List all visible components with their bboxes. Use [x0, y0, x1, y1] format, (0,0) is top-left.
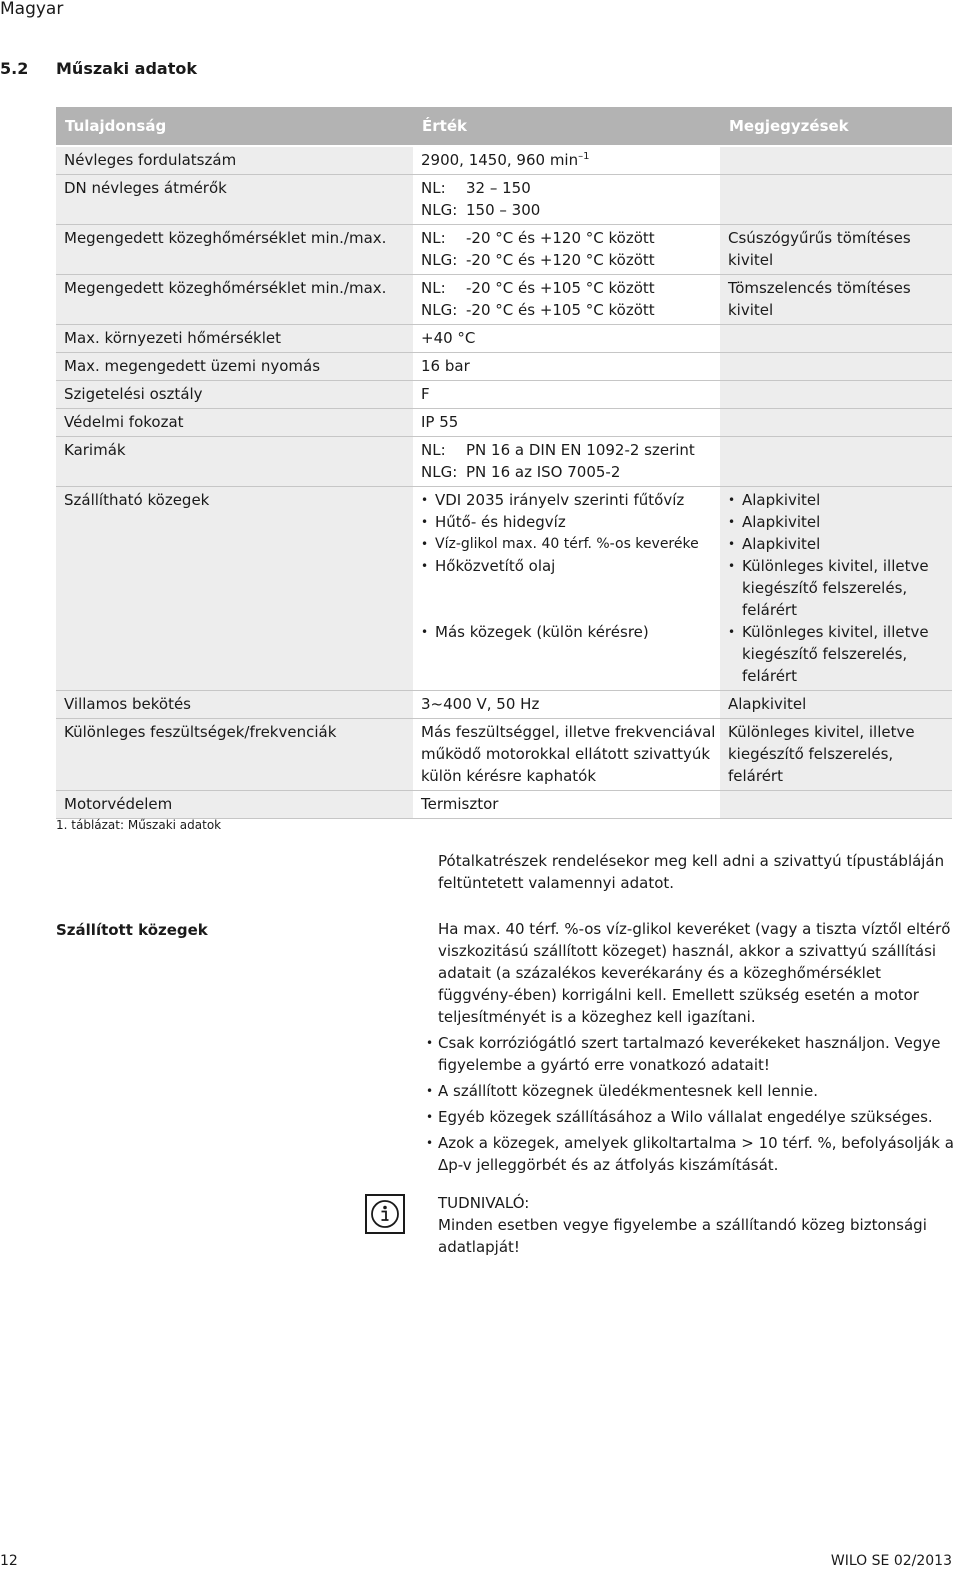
remark-item: • Alapkivitel [728, 489, 952, 511]
variant-label: NL: [421, 441, 446, 459]
value-cell [413, 437, 720, 486]
variant-value: PN 16 az ISO 7005-2 [466, 463, 621, 481]
property-cell: Szigetelési osztály [56, 381, 413, 408]
property-cell: Szállítható közegek [56, 487, 413, 690]
remark-item: • Különleges kivitel, illetve kiegészítő felszerelés, felárért [728, 555, 952, 621]
variant-label: NLG: [421, 301, 458, 319]
value-cell: 3~400 V, 50 Hz [413, 691, 720, 718]
property-cell: Névleges fordulatszám [56, 147, 413, 174]
value-cell: +40 °C [413, 325, 720, 352]
notice-title: TUDNIVALÓ: [438, 1194, 530, 1212]
variant-value: PN 16 a DIN EN 1092-2 szerint [466, 441, 695, 459]
delivered-media-list [438, 1032, 954, 1176]
column-header-property: Tulajdonság [65, 117, 167, 135]
variant-label: NLG: [421, 251, 458, 269]
value-text: 2900, 1450, 960 min [421, 151, 579, 169]
section-title: Műszaki adatok [56, 59, 197, 78]
variant-value: -20 °C és +120 °C között [466, 229, 655, 247]
property-cell: Villamos bekötés [56, 691, 413, 718]
value-line [421, 249, 720, 271]
property-cell: Megengedett közeghőmérséklet min./max. [56, 225, 413, 274]
notice-text: Minden esetben vegye figyelembe a szállítandó közeg biztonsági adatlapját! [438, 1216, 927, 1256]
remark-item: • Különleges kivitel, illetve kiegészítő felszerelés, felárért [728, 621, 952, 687]
value-line [421, 177, 720, 199]
delivered-media-heading: Szállított közegek [56, 921, 208, 939]
value-cell: F [413, 381, 720, 408]
variant-label: NL: [421, 179, 446, 197]
variant-value: 150 – 300 [466, 201, 541, 219]
variant-label: NLG: [421, 201, 458, 219]
notice-box [438, 1192, 952, 1258]
table-row [56, 325, 952, 353]
remark-cell [720, 353, 952, 380]
info-icon [365, 1194, 405, 1234]
property-cell: DN névleges átmérők [56, 175, 413, 224]
remark-cell: Különleges kivitel, illetve kiegészítő felszerelés, felárért [720, 719, 952, 790]
table-row [56, 487, 952, 691]
section-number: 5.2 [0, 59, 29, 78]
value-exponent: –1 [578, 151, 590, 162]
remark-cell [720, 437, 952, 486]
variant-label: NL: [421, 229, 446, 247]
value-line [421, 227, 720, 249]
value-line [421, 199, 720, 221]
page-number: 12 [0, 1553, 18, 1569]
variant-value: -20 °C és +105 °C között [466, 301, 655, 319]
value-cell [413, 225, 720, 274]
property-cell: Karimák [56, 437, 413, 486]
table-row [56, 381, 952, 409]
footer-company: WILO SE 02/2013 [830, 1553, 952, 1569]
delivered-media-section [438, 918, 954, 1180]
value-cell: 16 bar [413, 353, 720, 380]
remark-cell [720, 381, 952, 408]
value-cell: Más feszültséggel, illetve frekvenciával működő motorokkal ellátott szivattyúk külön kérésre kaphatók [413, 719, 720, 790]
spare-parts-note: Pótalkatrészek rendelésekor meg kell adni a szivattyú típustábláján feltüntetett valamennyi adatot. [438, 852, 945, 892]
table-row [56, 691, 952, 719]
technical-data-table [56, 107, 952, 819]
value-cell [413, 275, 720, 324]
remark-cell [720, 487, 952, 690]
remark-cell: Tömszelencés tömítéses kivitel [720, 275, 952, 324]
column-header-remarks: Megjegyzések [729, 117, 849, 135]
remark-item: • Alapkivitel [728, 511, 952, 533]
property-cell: Max. megengedett üzemi nyomás [56, 353, 413, 380]
table-row [56, 437, 952, 487]
media-item: • VDI 2035 irányelv szerinti fűtővíz [421, 489, 720, 511]
table-row [56, 409, 952, 437]
value-cell [413, 487, 720, 690]
value-line [421, 277, 720, 299]
remark-cell: Csúszógyűrűs tömítéses kivitel [720, 225, 952, 274]
property-cell: Védelmi fokozat [56, 409, 413, 436]
list-item: • Azok a közegek, amelyek glikoltartalma > 10 térf. %, befolyásolják a Δp-v jelleggörbét és az átfolyás kiszámítását. [438, 1132, 954, 1176]
value-line [421, 299, 720, 321]
delivered-media-paragraph: Ha max. 40 térf. %-os víz-glikol keveréket (vagy a tiszta víztől eltérő viszkozitású szállított közeget) használ, akkor a szivattyú szállítási adatait (a százalékos keverékarány és a közeghőmérséklet függvény-ében) korrigálni kell. Emellett szükség esetén a motor teljesítményét is a közeghez kell igazítani. [438, 920, 951, 1026]
value-cell: Termisztor [413, 791, 720, 818]
table-caption: 1. táblázat: Műszaki adatok [56, 818, 222, 832]
list-item: • A szállított közegnek üledékmentesnek kell lennie. [438, 1080, 954, 1102]
property-cell: Motorvédelem [56, 791, 413, 818]
list-item: • Csak korróziógátló szert tartalmazó keverékeket használjon. Vegye figyelembe a gyártó erre vonatkozó adatait! [438, 1032, 954, 1076]
property-cell: Különleges feszültségek/frekvenciák [56, 719, 413, 790]
remark-cell [720, 791, 952, 818]
table-row [56, 147, 952, 175]
table-row [56, 719, 952, 791]
remark-cell [720, 175, 952, 224]
remark-item: • Alapkivitel [728, 533, 952, 555]
variant-label: NLG: [421, 463, 458, 481]
media-item: • Hőközvetítő olaj [421, 555, 720, 577]
remark-cell [720, 325, 952, 352]
variant-value: 32 – 150 [466, 179, 531, 197]
property-cell: Megengedett közeghőmérséklet min./max. [56, 275, 413, 324]
media-item: • Víz-glikol max. 40 térf. %-os keveréke [421, 533, 720, 555]
value-cell: IP 55 [413, 409, 720, 436]
value-cell [413, 147, 720, 174]
variant-value: -20 °C és +105 °C között [466, 279, 655, 297]
variant-label: NL: [421, 279, 446, 297]
value-cell [413, 175, 720, 224]
table-row [56, 225, 952, 275]
remark-cell [720, 147, 952, 174]
media-item: • Más közegek (külön kérésre) [421, 621, 720, 643]
table-header [56, 107, 952, 147]
table-row [56, 353, 952, 381]
property-cell: Max. környezeti hőmérséklet [56, 325, 413, 352]
table-row [56, 175, 952, 225]
value-line [421, 461, 720, 483]
table-row [56, 275, 952, 325]
column-header-value: Érték [422, 117, 467, 135]
language-label: Magyar [0, 0, 64, 19]
remark-cell [720, 409, 952, 436]
media-item: • Hűtő- és hidegvíz [421, 511, 720, 533]
remark-cell: Alapkivitel [720, 691, 952, 718]
value-line [421, 439, 720, 461]
variant-value: -20 °C és +120 °C között [466, 251, 655, 269]
list-item: • Egyéb közegek szállításához a Wilo vállalat engedélye szükséges. [438, 1106, 954, 1128]
